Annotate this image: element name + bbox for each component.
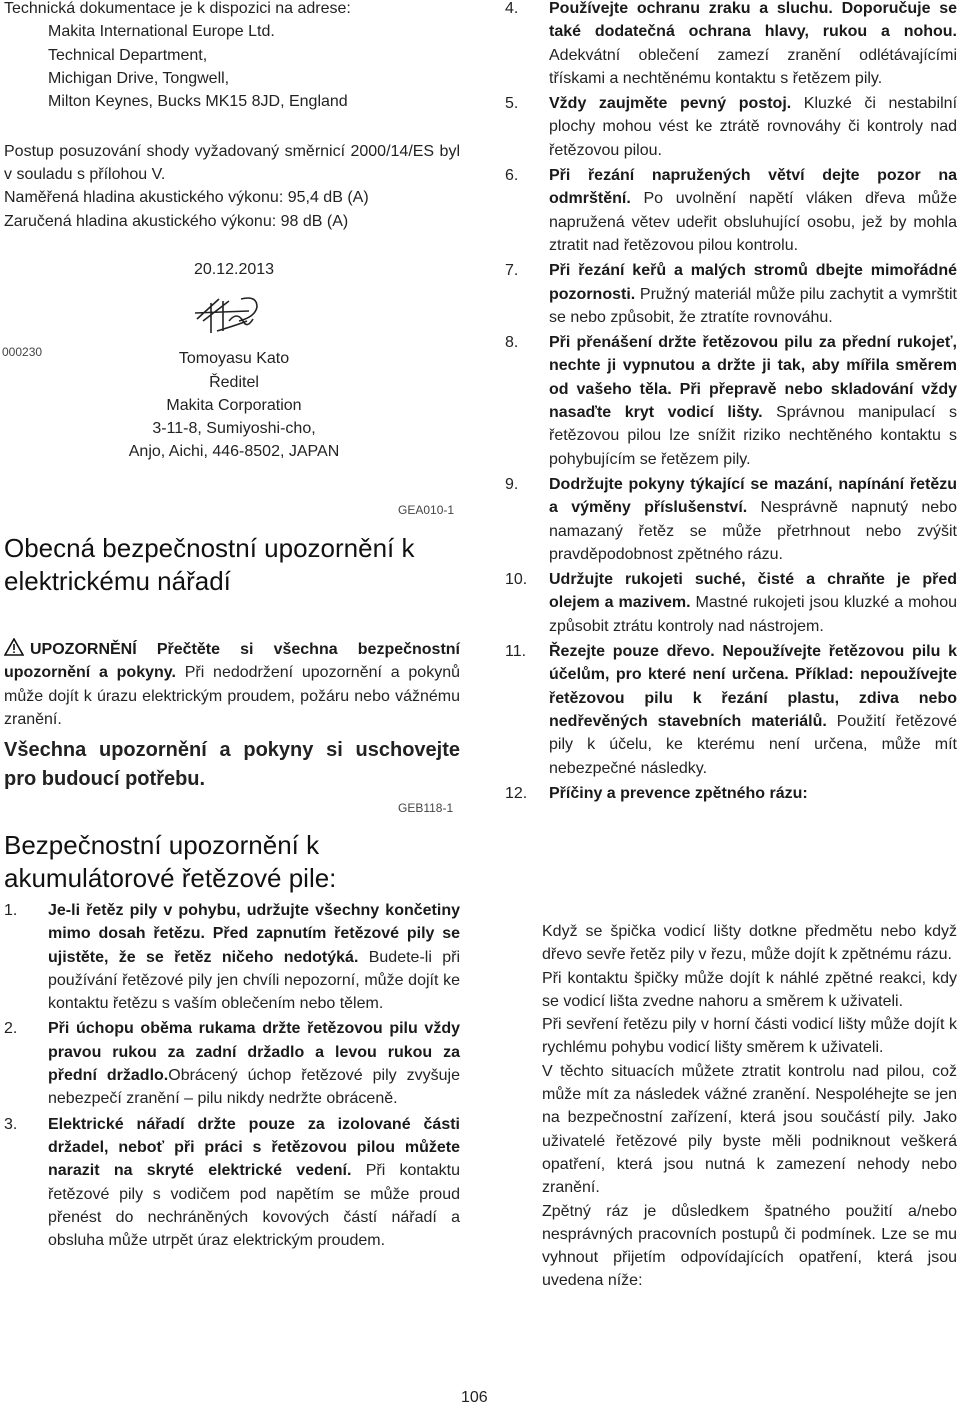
list-item [505,92,957,162]
paragraph: Při sevření řetězu pily v horní části vodicí lišty může dojít k rychlému pohybu vodicí lišty směrem k uživateli. [542,1016,957,1057]
list-item [505,568,957,638]
item-text: Obrácený úchop řetězové pily zvyšuje nebezpečí zranění – pilu nikdy nedržte obráceně. [48,1067,461,1108]
item-number: 2. [4,1020,18,1038]
warning-bold: UPOZORNĚNÍ Přečtěte si všechna bezpečnostní upozornění a pokyny. [4,641,460,682]
address-line: Technical Department, [48,46,208,64]
item-number: 12. [505,784,528,802]
section-heading: Bezpečnostní upozornění k akumulátorové řetězové pile: [4,830,337,893]
list-item [505,331,957,471]
list-item [505,164,957,257]
item-number: 3. [4,1115,18,1133]
item-text: Po uvolnění napětí vláken dřeva může napružená větev udeřit obsluhující osobu, jež by mohla ztratit nad řetězovou pilou kontrolu. [549,190,957,254]
item-bold: Vždy zaujměte pevný postoj. [549,95,792,113]
item-number: 11. [505,643,527,661]
address-block [4,0,460,113]
list-item [4,899,460,1015]
warning-text [4,638,460,731]
conformity-text: Postup posuzování shody vyžadovaný směrnicí 2000/14/ES byl v souladu s přílohou V. [4,143,460,184]
safety-list [505,0,957,805]
item-number: 6. [505,167,519,185]
warning-icon [4,638,24,656]
measured-level: Naměřená hladina akustického výkonu: 95,4 dB (A) [4,189,369,206]
item-text: Správnou manipulací s řetězovou pilou lze snížit riziko nechtěného kontaktu s pohybujícím se řetězem pily. [549,404,958,468]
item-text: Mastné rukojeti jsou kluzké a mohou způsobit ztrátu kontroly nad nástrojem. [549,594,957,635]
doc-code: GEA010-1 [398,503,455,517]
guaranteed-level: Zaručená hladina akustického výkonu: 98 dB (A) [4,213,349,230]
item-text: Adekvátní oblečení zamezí zranění odlétávajícími třískami a nechtěnému kontaktu s řetězem pily. [549,46,957,87]
item-bold: Při úchopu oběma rukama držte řetězovou pilu vždy pravou rukou za zadní držadlo a levou rukou za přední držadlo. [48,1020,460,1085]
item-bold: Dodržujte pokyny týkající se mazání, napínání řetězu a výměny příslušenství. [549,475,957,517]
item-number: 7. [505,262,519,280]
signature-block [104,258,364,464]
address-line: Makita International Europe Ltd. [48,23,275,41]
item-text: Budete-li při používání řetězové pily jen chvíli nepozorní, může dojít ke kontaktu řetězu s vaším oblečením nebo tělem. [48,948,460,1013]
signer-title: Ředitel [209,373,259,391]
item-text: Při kontaktu řetězové pily s vodičem pod napětím se může proud přenést do nechráněných kovových částí nářadí a obsluha může utrpět úraz elektrickým proudem. [48,1162,460,1250]
item-text: Pružný materiál může pilu zachytit a vymrštit se nebo způsobit, že ztratíte rovnováhu. [549,285,957,326]
item-number: 8. [505,334,519,352]
page-number: 106 [461,1389,488,1406]
address-line: Michigan Drive, Tongwell, [48,69,230,87]
item-bold: Udržujte rukojeti suché, čisté a chraňte je před olejem a mazivem. [549,571,957,612]
section-heading: Obecná bezpečnostní upozornění k elektrickému nářadí [4,533,415,596]
list-item [505,259,957,329]
item-text: Použití řetězové pily k účelu, ke kterému není určena, může mít nebezpečné následky. [549,712,957,777]
item-number: 4. [505,0,519,17]
warning-rest: Při nedodržení upozornění a pokynů může dojít k úrazu elektrickým proudem, požáru nebo vážnému zranění. [4,664,460,728]
item-text: Kluzké či nestabilní plochy mohou vést ke ztrátě rovnováhy či kontroly nad řetězovou pilou. [549,95,958,159]
item-bold: Příčiny a prevence zpětného rázu: [549,784,808,802]
item-number: 5. [505,95,519,113]
list-item [505,0,957,90]
item-bold: Používejte ochranu zraku a sluchu. Doporučuje se také dodatečná ochrana hlavy, rukou a nohou. [549,0,957,41]
paragraph: Zpětný ráz je důsledkem špatného použití a/nebo nesprávných pracovních postupů či podmínek. Lze se mu vyhnout přijetím odpovídajících opatření, která jsou uvedena níže: [542,1202,957,1290]
safety-list [4,899,460,1252]
address-line: Technická dokumentace je k dispozici na adrese: [4,0,351,17]
signature-date: 20.12.2013 [193,261,275,278]
doc-code: GEB118-1 [398,801,454,815]
signer-address: Anjo, Aichi, 446-8502, JAPAN [128,443,340,461]
item-text: Nesprávně napnutý nebo namazaný řetěz se může přetrhnout nebo zvýšit pravděpodobnost zpětného rázu. [549,499,957,563]
signer-company: Makita Corporation [166,396,302,414]
paragraph: V těchto situacích můžete ztratit kontrolu nad pilou, což může mít za následek vážné zranění. Nespoléhejte se jen na bezpečnostní zařízení, která jsou součástí pily. Jako uživatelé řetězové pily byste měli podniknout veškerá opatření, která jsou nutná k zamezení nehody nebo zranění. [542,1062,957,1197]
list-item [505,473,957,566]
item-number: 1. [4,902,18,919]
signer-address: 3-11-8, Sumiyoshi-cho, [152,420,316,438]
item-number: 10. [505,571,528,589]
kickback-paragraphs [542,920,957,1293]
list-item [505,640,957,780]
keep-instructions: Všechna upozornění a pokyny si uschovejte pro budoucí potřebu. [4,739,460,790]
item-bold: Je-li řetěz pily v pohybu, udržujte všechny končetiny mimo dosah řetězu. Před zapnutím řetězové pily se ujistěte, že se řetěz ničeho nedotýká. [48,902,460,966]
paragraph: Při kontaktu špičky může dojít k náhlé zpětné reakci, kdy se vodicí lišta zvedne nahoru a směrem k uživateli. [542,969,957,1010]
item-bold: Řezejte pouze dřevo. Nepoužívejte řetězovou pilu k účelům, pro které není určena. Příklad: nepoužívejte řetězovou pilu k řezání plastu, zdiva nebo nedřevěných stavebních materiálů. [549,643,957,730]
item-bold: Elektrické nářadí držte pouze za izolované části držadel, neboť při práci s řetězovou pilou můžete narazit na skryté elektrické vedení. [48,1115,460,1180]
item-bold: Při řezání napružených větví dejte pozor na odmrštění. [549,167,957,208]
list-item [505,782,957,805]
list-item [4,1113,460,1253]
item-number: 9. [505,475,519,493]
signature-image [189,291,279,341]
list-item [4,1017,460,1110]
signer-name: Tomoyasu Kato [178,350,290,368]
item-bold: Při řezání keřů a malých stromů dbejte mimořádné pozornosti. [549,262,957,303]
address-line: Milton Keynes, Bucks MK15 8JD, England [48,93,348,111]
item-bold: Při přenášení držte řetězovou pilu za přední rukojeť, nechte ji vypnutou a držte ji tak, aby mířila směrem od vašeho těla. Při přepravě nebo skladování vždy nasaďte kryt vodicí lišty. [549,334,957,422]
paragraph: Když se špička vodicí lišty dotkne předmětu nebo když dřevo sevře řetěz pily v řezu, může dojít k zpětnému rázu. [542,923,957,964]
side-code: 000230 [2,345,43,359]
